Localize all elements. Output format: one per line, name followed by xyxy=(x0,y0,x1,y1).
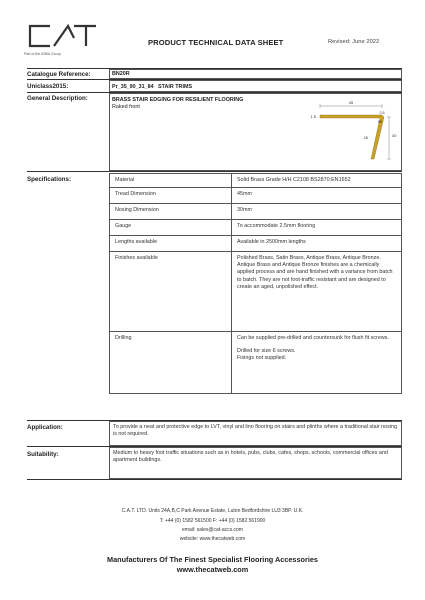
footer-tagline: Manufacturers Of The Finest Specialist Flooring Accessories xyxy=(107,555,318,564)
dim-angle: 85 xyxy=(378,120,382,124)
divider xyxy=(27,171,402,172)
spec-value: 45mm xyxy=(232,188,402,204)
spec-name: Lengths available xyxy=(110,236,232,252)
table-row xyxy=(110,220,402,236)
table-row xyxy=(110,204,402,220)
spec-name: Gauge xyxy=(110,220,232,236)
application-text: To provide a neat and protective edge to LVT, vinyl and lino flooring on stairs and plinths where a traditional stair nosing is not required. xyxy=(113,424,397,438)
drilling-line: Fixings not supplied. xyxy=(237,355,287,362)
dim-width: 45 xyxy=(348,100,354,105)
suitability-text: Medium to heavy foot traffic situations such as in hotels, pubs, clubs, cafes, shops, schools, commercial offices and apartment buildings. xyxy=(113,450,388,464)
table-row xyxy=(110,236,402,252)
table-row xyxy=(110,174,402,188)
spec-value xyxy=(232,252,402,332)
suitability-label: Suitability: xyxy=(27,451,59,458)
table-row xyxy=(110,252,402,332)
table-row xyxy=(110,332,402,394)
spec-name: Drilling xyxy=(110,332,232,394)
uniclass-label: Uniclass2015: xyxy=(27,83,69,90)
drilling-line: Can be supplied pre-drilled and countersunk for flush fit screws. xyxy=(237,335,389,342)
spec-name: Material xyxy=(110,174,232,188)
footer-url[interactable]: www.thecatweb.com xyxy=(176,565,249,574)
footer-phone: T: +44 (0) 1582 561500 F: +44 (0) 1582 561900 xyxy=(159,518,266,524)
spec-value: 30mm xyxy=(232,204,402,220)
catalogue-value: BN20R xyxy=(112,71,130,77)
general-title: BRASS STAIR EDGING FOR RESILIENT FLOORING xyxy=(112,97,244,103)
dim-nose-top: 2.5 xyxy=(379,111,385,115)
spec-name: Tread Dimension xyxy=(110,188,232,204)
table-row xyxy=(110,188,402,204)
footer-website: website: www.thecatweb.com xyxy=(179,536,246,542)
general-label: General Description: xyxy=(27,95,88,102)
profile-diagram xyxy=(300,95,400,165)
uniclass-desc: STAIR TRIMS xyxy=(158,84,193,90)
finishes-detail: Antique Brass and Antique Bronze finishes are a chemically applied process and are hand finished with a variance from batch to batch. They are not foot-traffic resistant and are designed to create an aged, unpolished effect. xyxy=(237,262,393,290)
specifications-label: Specifications: xyxy=(27,176,72,183)
spec-value: Solid Brass Grade H/H C2108 BS2870:EN1652 xyxy=(232,174,402,188)
spec-value: Available in 2500mm lengths xyxy=(232,236,402,252)
dim-height: 30 xyxy=(392,133,397,138)
application-label: Application: xyxy=(27,424,63,431)
specifications-table xyxy=(109,173,402,394)
drilling-line: Drilled for size 6 screws. xyxy=(237,348,296,355)
spec-value: To accommodate 2.5mm flooring xyxy=(232,220,402,236)
revised-date: Revised: June 2022 xyxy=(328,39,380,45)
divider xyxy=(27,479,402,480)
logo-subtext: Part of the IDBIA Group xyxy=(24,52,61,56)
footer-email: email: sales@cat-accs.com xyxy=(182,527,243,533)
general-subtitle: Raked front xyxy=(112,104,140,110)
dim-inner: 26 xyxy=(363,135,368,140)
catalogue-label: Catalogue Reference: xyxy=(27,71,91,78)
catalogue-box xyxy=(109,69,402,79)
finishes-line: Polished Brass, Satin Brass, Antique Brass, Antique Bronze. xyxy=(237,255,381,262)
page-title: PRODUCT TECHNICAL DATA SHEET xyxy=(148,38,284,47)
uniclass-code: Pr_35_90_31_84 xyxy=(112,84,154,90)
footer-address: C.A.T. LTD. Units 24A,B,C Park Avenue Estate, Luton Bedfordshire LU3 3BP. U.K. xyxy=(121,508,304,514)
spec-name: Finishes available xyxy=(110,252,232,332)
spec-value xyxy=(232,332,402,394)
dim-thickness: 1.5 xyxy=(310,114,316,119)
spec-name: Nosing Dimension xyxy=(110,204,232,220)
